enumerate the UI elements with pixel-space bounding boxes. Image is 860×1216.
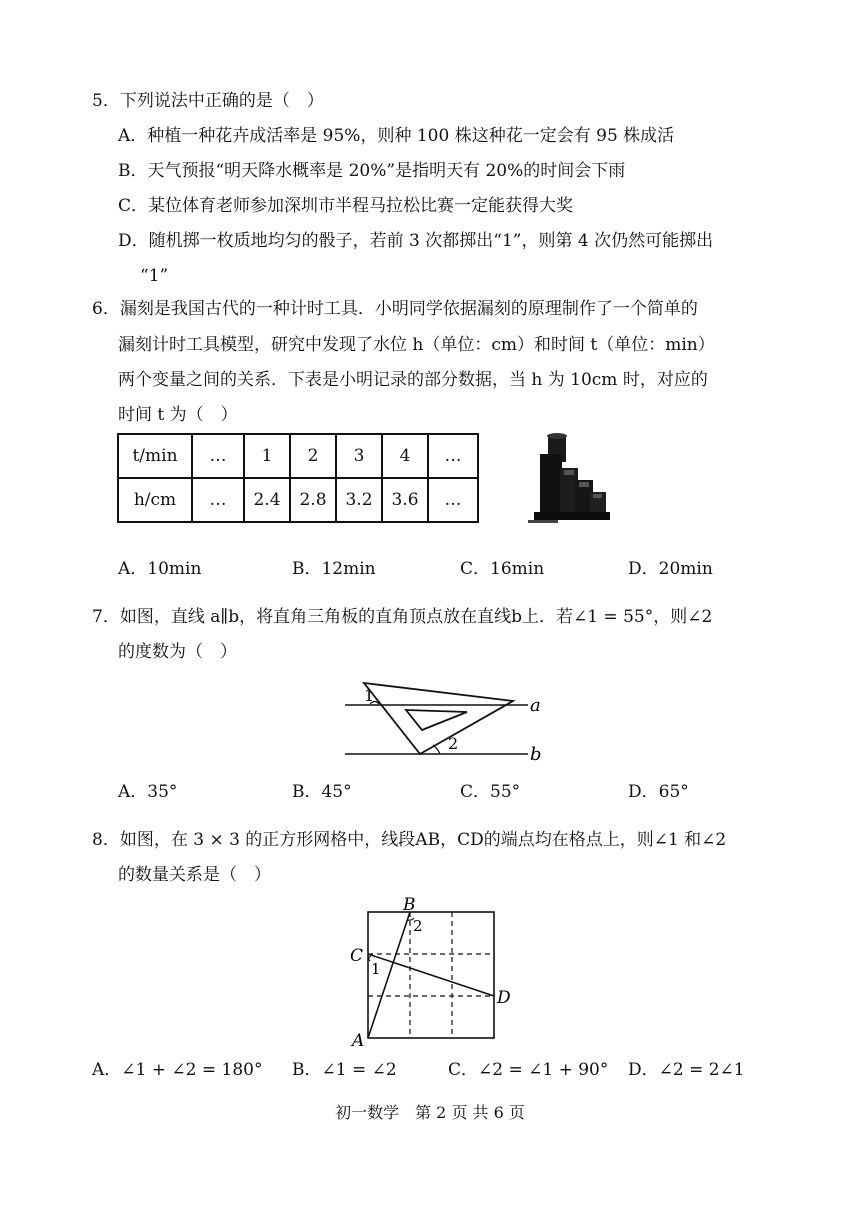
q6-option-b: B．12min: [292, 559, 376, 579]
q6-stem-line-2: 漏刻计时工具模型，研究中发现了水位 h（单位：cm）和时间 t（单位：min）: [118, 335, 715, 355]
table-cell: 4: [382, 434, 428, 478]
q6-option-d: D．20min: [628, 559, 713, 579]
q6-data-table: [117, 433, 479, 523]
angle-2-label: 2: [413, 917, 423, 935]
q6-option-c: C．16min: [460, 559, 545, 579]
q8-stem-line-1: 8．如图，在 3 × 3 的正方形网格中，线段AB，CD的端点均在格点上，则∠1 和∠2: [92, 830, 727, 850]
point-c-label: C: [350, 946, 364, 966]
table-cell: …: [192, 478, 244, 522]
angle-1-label: 1: [364, 686, 375, 705]
q8-stem-line-2: 的数量关系是（ ）: [118, 865, 271, 885]
water-clock-image: [520, 428, 616, 528]
q8-grid-figure: [340, 892, 520, 1052]
set-square-outer: [364, 683, 513, 754]
q5-option-a: A．种植一种花卉成活率是 95%，则种 100 株这种花一定会有 95 株成活: [118, 126, 675, 146]
q8-option-d: D．∠2 = 2∠1: [628, 1060, 745, 1080]
table-cell: …: [428, 478, 478, 522]
point-a-label: A: [352, 1031, 365, 1051]
q5-stem: 5．下列说法中正确的是（ ）: [92, 91, 324, 111]
q6-option-a: A．10min: [118, 559, 202, 579]
angle-2-label: 2: [448, 734, 459, 753]
table-cell: t/min: [118, 434, 192, 478]
table-cell: 2: [290, 434, 336, 478]
angle-2-arc: [433, 745, 440, 754]
segment-cd: [368, 954, 494, 996]
q6-stem-line-4: 时间 t 为（ ）: [118, 405, 238, 425]
q5-option-c: C．某位体育老师参加深圳市半程马拉松比赛一定能获得大奖: [118, 196, 574, 216]
table-cell: 2.8: [290, 478, 336, 522]
point-d-label: D: [497, 988, 511, 1008]
set-square-inner: [406, 710, 467, 730]
q5-option-d: D．随机掷一枚质地均匀的骰子，若前 3 次都掷出“1”，则第 4 次仍然可能掷出: [118, 231, 714, 251]
q8-option-a: A．∠1 + ∠2 = 180°: [92, 1060, 263, 1080]
table-cell: 2.4: [244, 478, 290, 522]
table-cell: 1: [244, 434, 290, 478]
q8-option-c: C．∠2 = ∠1 + 90°: [448, 1060, 609, 1080]
table-cell: h/cm: [118, 478, 192, 522]
table-cell: …: [192, 434, 244, 478]
q5-option-d-continued: “1”: [140, 266, 169, 286]
q7-option-a: A．35°: [118, 782, 178, 802]
q7-option-b: B．45°: [292, 782, 352, 802]
line-a-label: a: [530, 695, 541, 716]
q7-stem-line-1: 7．如图，直线 a∥b，将直角三角板的直角顶点放在直线b上．若∠1 = 55°，则∠2: [92, 607, 713, 627]
point-b-label: B: [403, 895, 416, 915]
table-cell: …: [428, 434, 478, 478]
table-cell: 3.2: [336, 478, 382, 522]
page-footer: 初一数学 第 2 页 共 6 页: [335, 1103, 525, 1122]
q7-option-c: C．55°: [460, 782, 521, 802]
q7-figure: [330, 668, 560, 768]
q7-option-d: D．65°: [628, 782, 689, 802]
q6-stem-line-3: 两个变量之间的关系．下表是小明记录的部分数据，当 h 为 10cm 时，对应的: [118, 370, 708, 390]
angle-1-label: 1: [371, 960, 381, 978]
q8-option-b: B．∠1 = ∠2: [292, 1060, 397, 1080]
table-cell: 3.6: [382, 478, 428, 522]
table-cell: 3: [336, 434, 382, 478]
q6-stem-line-1: 6．漏刻是我国古代的一种计时工具．小明同学依据漏刻的原理制作了一个简单的: [92, 299, 698, 319]
q5-option-b: B．天气预报“明天降水概率是 20%”是指明天有 20%的时间会下雨: [118, 161, 626, 181]
table-row-time: [118, 434, 478, 478]
q7-stem-line-2: 的度数为（ ）: [118, 642, 237, 662]
line-b-label: b: [530, 744, 542, 765]
table-row-height: [118, 478, 478, 522]
